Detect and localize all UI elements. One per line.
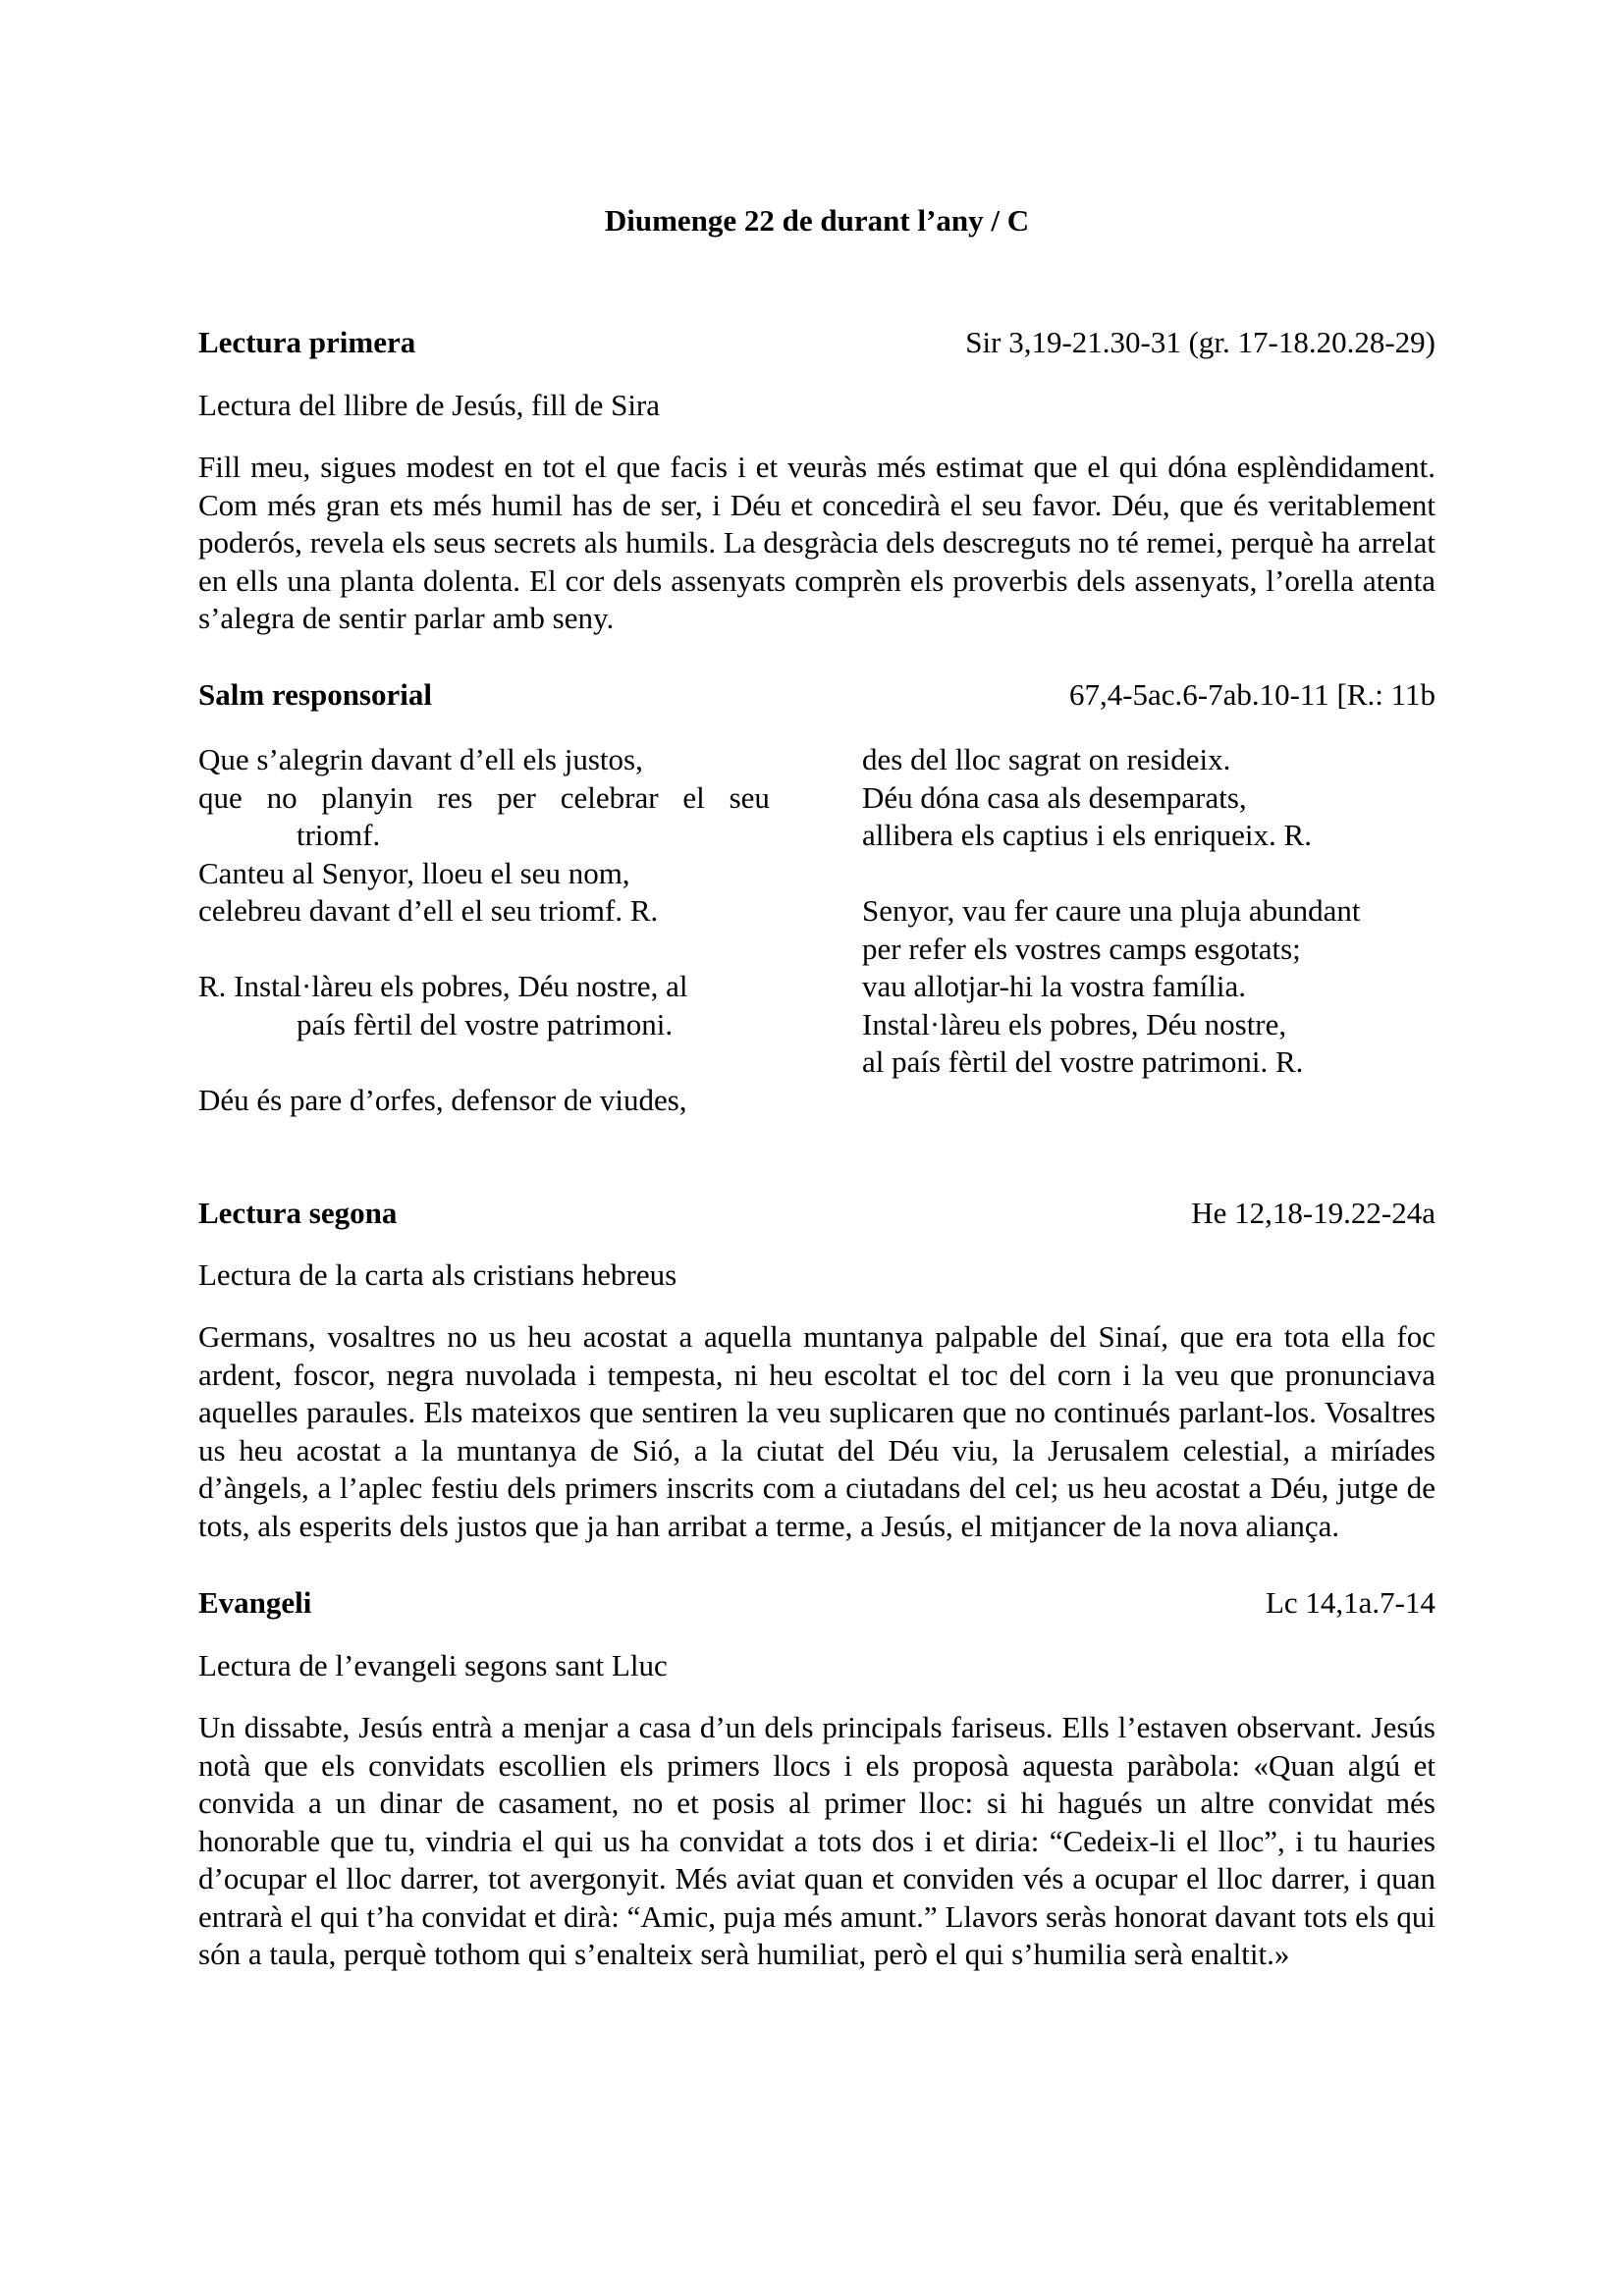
psalm-line: [198, 779, 770, 818]
page-title: Diumenge 22 de durant l’any / C: [604, 203, 1030, 238]
section-header-lectura-segona: [198, 1195, 1435, 1232]
psalm-stanza: [198, 741, 787, 931]
psalm-line: Déu és pare d’orfes, defensor de viudes,: [198, 1082, 687, 1117]
psalm-line: Instal·làreu els pobres, Déu nostre,: [862, 1006, 1287, 1041]
scripture-reference: Lc 14,1a.7-14: [1265, 1585, 1435, 1620]
psalm-line: vau allotjar-hi la vostra família.: [862, 969, 1247, 1003]
psalm-response: [198, 968, 787, 1043]
section-label: Lectura primera: [198, 325, 416, 359]
psalm-line: Senyor, vau fer caure una pluja abundant: [862, 893, 1361, 928]
section-label: Evangeli: [198, 1585, 312, 1620]
scripture-reference: He 12,18-19.22-24a: [1191, 1196, 1435, 1230]
psalm-right-column: [862, 741, 1441, 1119]
word: celebrar: [560, 779, 659, 815]
section-header-evangeli: [198, 1584, 1435, 1622]
section-header-salm-responsorial: [198, 676, 1435, 714]
word: seu: [729, 779, 770, 815]
psalm-line: triomf.: [297, 818, 381, 852]
word: planyin: [321, 779, 413, 815]
reading-text-lectura-primera: Fill meu, sigues modest en tot el que facis i et veuràs més estimat que el qui dóna esplèndidament. Com més gran ets més humil has de ser, i Déu et concedirà el seu favor. Déu, que és veritablement poderós, revela els seus secrets als humils. La desgràcia dels descreguts no té remei, perquè ha arrelat en ells una planta dolenta. El cor dels assenyats comprèn els proverbis dels assenyats, l’orella atenta s’alegra de sentir parlar amb seny.: [198, 450, 1435, 635]
psalm-line: al país fèrtil del vostre patrimoni. R.: [862, 1044, 1304, 1079]
word: que: [198, 779, 243, 815]
reading-subtitle: Lectura de la carta als cristians hebreus: [198, 1257, 677, 1292]
scripture-reference: Sir 3,19-21.30-31 (gr. 17-18.20.28-29): [965, 325, 1435, 359]
psalm-line: Que s’alegrin davant d’ell els justos,: [198, 742, 643, 776]
reading-text-lectura-segona: Germans, vosaltres no us heu acostat a aquella muntanya palpable del Sinaí, que era tota ella foc ardent, foscor, negra nuvolada i tempesta, ni heu escoltat el toc del corn i la veu que pronunciava aquelles paraules. Els mateixos que sentiren la veu suplicaren que no continués parlant-los. Vosaltres us heu acostat a la muntanya de Sió, a la ciutat del Déu viu, la Jerusalem celestial, a miríades d’àngels, a l’aplec festiu dels primers inscrits com a ciutadans del cel; us heu acostat a Déu, jutge de tots, als esperits dels justos que ja han arribat a terme, a Jesús, el mitjancer de la nova aliança.: [198, 1319, 1435, 1543]
psalm-line: allibera els captius i els enriqueix. R.: [862, 818, 1312, 852]
psalm-stanza: [862, 892, 1441, 1082]
psalm-line: celebreu davant d’ell el seu triomf. R.: [198, 893, 659, 928]
section-label: Salm responsorial: [198, 677, 432, 712]
psalm-line: R. Instal·làreu els pobres, Déu nostre, al: [198, 969, 688, 1003]
psalm-line: des del lloc sagrat on resideix.: [862, 742, 1231, 776]
psalm-line: Déu dóna casa als desemparats,: [862, 779, 1247, 815]
psalm-stanza: [862, 741, 1441, 855]
section-label: Lectura segona: [198, 1196, 398, 1230]
section-header-lectura-primera: [198, 324, 1435, 361]
psalm-stanza: [198, 1082, 787, 1120]
word: per: [497, 779, 536, 815]
word: res: [437, 779, 473, 815]
word: no: [266, 779, 298, 815]
psalm-line: per refer els vostres camps esgotats;: [862, 931, 1301, 966]
psalm-line: Canteu al Senyor, lloeu el seu nom,: [198, 855, 630, 890]
reading-subtitle: Lectura del llibre de Jesús, fill de Sira: [198, 388, 661, 422]
reading-subtitle: Lectura de l’evangeli segons sant Lluc: [198, 1648, 668, 1682]
scripture-reference: 67,4-5ac.6-7ab.10-11 [R.: 11b: [1068, 677, 1435, 712]
psalm-left-column: [198, 741, 787, 1157]
word: el: [682, 779, 705, 815]
psalm-line: país fèrtil del vostre patrimoni.: [297, 1006, 674, 1041]
reading-text-evangeli: Un dissabte, Jesús entrà a menjar a casa d’un dels principals fariseus. Ells l’estaven observant. Jesús notà que els convidats escollien els primers llocs i els proposà aquesta paràbola: «Quan algú et convida a un dinar de casament, no et posis al primer lloc: si hi hagués un altre convidat més honorable que tu, vindria el qui us ha convidat a tots dos i et diria: “Cedeix-li el lloc”, i tu hauries d’ocupar el lloc darrer, tot avergonyit. Més aviat quan et conviden vés a ocupar el lloc darrer, i quan entrarà el qui t’ha convidat et dirà: “Amic, puja més amunt.” Llavors seràs honorat davant tots els qui són a taula, perquè tothom qui s’enalteix serà humiliat, però el qui s’humilia serà enaltit.»: [198, 1710, 1435, 1971]
